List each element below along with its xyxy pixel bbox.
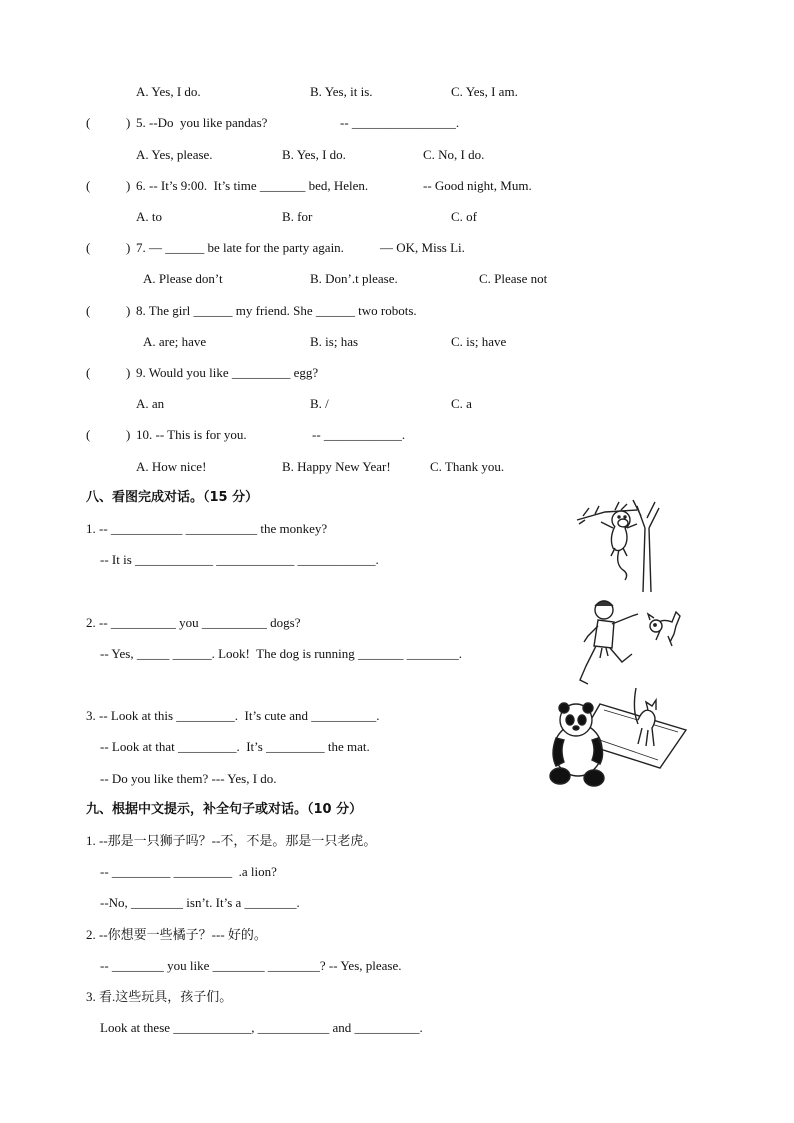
s9-q3-prompt: 3. 看.这些玩具，孩子们。 xyxy=(86,989,233,1004)
q8-stem: 8. The girl ______ my friend. She ______ two robots. xyxy=(136,303,417,318)
q10-option-a: A. How nice! xyxy=(136,459,207,474)
q5-stem: 5. --Do you like pandas? xyxy=(136,115,268,130)
q10-paren-close: ) xyxy=(126,427,131,442)
s8-q3-line3: -- Do you like them? --- Yes, I do. xyxy=(100,771,277,786)
q6-option-c: C. of xyxy=(451,209,477,224)
q5-reply: -- ________________. xyxy=(340,115,460,130)
q4-option-a: A. Yes, I do. xyxy=(136,84,201,99)
q6-reply: -- Good night, Mum. xyxy=(423,178,532,193)
q8-option-c: C. is; have xyxy=(451,334,507,349)
q7-paren-close: ) xyxy=(126,240,131,255)
s9-q3-line1: Look at these ____________, ___________ and __________. xyxy=(100,1020,423,1035)
q6-paren-open: ( xyxy=(86,178,91,193)
q4-option-c: C. Yes, I am. xyxy=(451,84,518,99)
monkey-in-tree-picture xyxy=(575,498,665,594)
q9-paren-close: ) xyxy=(126,365,131,380)
q10-paren-open: ( xyxy=(86,427,91,442)
s9-q1-line1: -- _________ _________ .a lion? xyxy=(100,864,277,879)
boy-and-dog-picture xyxy=(576,596,686,688)
panda-and-cat-on-mat-picture xyxy=(548,684,688,790)
q10-option-b: B. Happy New Year! xyxy=(282,459,391,474)
q8-option-b: B. is; has xyxy=(310,334,359,349)
q8-paren-close: ) xyxy=(126,303,131,318)
q9-option-b: B. / xyxy=(310,396,329,411)
s8-q2-line1: 2. -- __________ you __________ dogs? xyxy=(86,615,301,630)
q5-paren-open: ( xyxy=(86,115,91,130)
section9-title: 九、根据中文提示，补全句子或对话。（10 分） xyxy=(86,802,363,817)
s9-q1-line2: --No, ________ isn’t. It’s a ________. xyxy=(100,895,300,910)
q5-option-a: A. Yes, please. xyxy=(136,147,213,162)
q9-stem: 9. Would you like _________ egg? xyxy=(136,365,319,380)
s9-q2-prompt: 2. --你想要一些橘子？--- 好的。 xyxy=(86,927,267,942)
section8-title: 八、看图完成对话。（15 分） xyxy=(86,490,259,505)
q8-paren-open: ( xyxy=(86,303,91,318)
q9-option-c: C. a xyxy=(451,396,472,411)
q10-reply: -- ____________. xyxy=(312,427,406,442)
q5-option-b: B. Yes, I do. xyxy=(282,147,346,162)
q4-option-b: B. Yes, it is. xyxy=(310,84,373,99)
q7-option-a: A. Please don’t xyxy=(143,271,223,286)
s8-q2-line2: -- Yes, _____ ______. Look! The dog is running _______ ________. xyxy=(100,646,462,661)
q6-stem: 6. -- It’s 9:00. It’s time _______ bed, Helen. xyxy=(136,178,369,193)
q7-stem: 7. — ______ be late for the party again. xyxy=(136,240,344,255)
q5-paren-close: ) xyxy=(126,115,131,130)
q7-option-c: C. Please not xyxy=(479,271,548,286)
q10-option-c: C. Thank you. xyxy=(430,459,505,474)
q6-paren-close: ) xyxy=(126,178,131,193)
s8-q1-line2: -- It is ____________ ____________ ____________. xyxy=(100,552,379,567)
s9-q1-prompt: 1. --那是一只狮子吗？--不，不是。那是一只老虎。 xyxy=(86,833,377,848)
q7-option-b: B. Don’.t please. xyxy=(310,271,398,286)
q5-option-c: C. No, I do. xyxy=(423,147,485,162)
s9-q2-line1: -- ________ you like ________ ________? -- Yes, please. xyxy=(100,958,402,973)
q7-reply: — OK, Miss Li. xyxy=(380,240,465,255)
s8-q3-line1: 3. -- Look at this _________. It’s cute and __________. xyxy=(86,708,380,723)
q10-stem: 10. -- This is for you. xyxy=(136,427,247,442)
s8-q1-line1: 1. -- ___________ ___________ the monkey? xyxy=(86,521,328,536)
q8-option-a: A. are; have xyxy=(143,334,207,349)
q6-option-a: A. to xyxy=(136,209,162,224)
s8-q3-line2: -- Look at that _________. It’s _________ the mat. xyxy=(100,739,370,754)
q9-option-a: A. an xyxy=(136,396,165,411)
q9-paren-open: ( xyxy=(86,365,91,380)
q6-option-b: B. for xyxy=(282,209,313,224)
q7-paren-open: ( xyxy=(86,240,91,255)
